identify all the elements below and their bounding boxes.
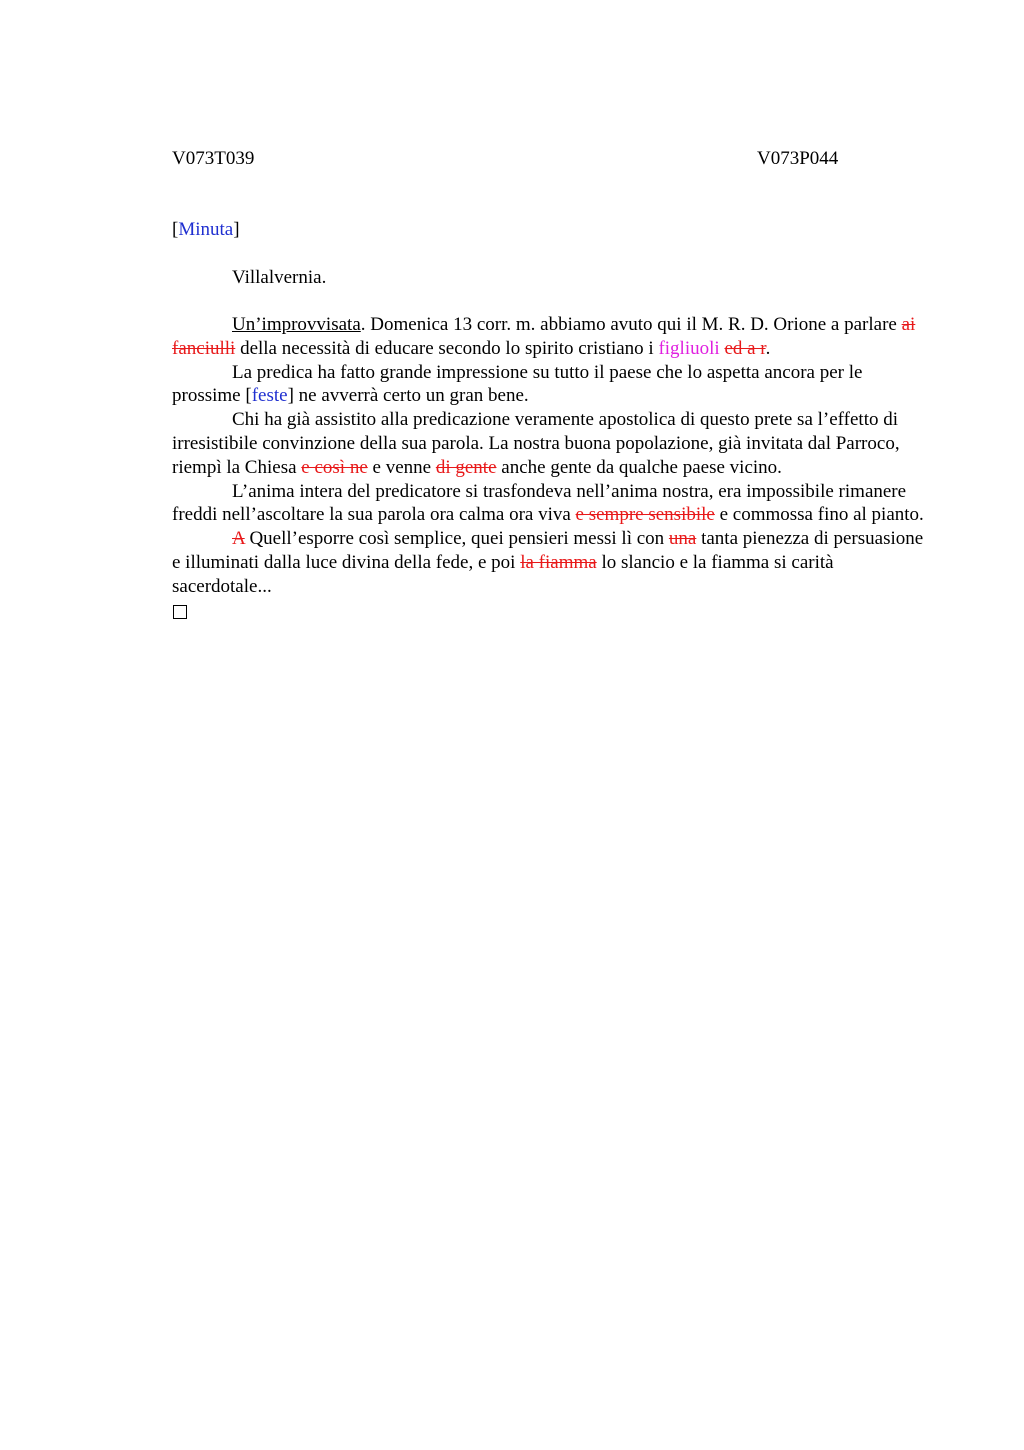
article-title: Un’improvvisata [232,314,361,335]
text-run: lo slancio e la fiamma si carità sacerdotale... [172,551,834,597]
paragraph-5 [172,527,928,598]
deleted-text: una [668,528,697,550]
text-run: L’anima intera del predicatore si trasfondeva nell’anima nostra, era impossibile rimanere freddi nell’ascoltare la sua parola ora calma ora viva [172,480,907,526]
label-open-bracket: [ [172,219,179,240]
text-run: e commossa fino al pianto. [714,504,924,526]
text-run: anche gente da qualche paese vicino. [496,456,782,478]
deleted-text: A [232,528,245,550]
inserted-text: figliuoli [658,337,720,359]
text-run: Chi ha già assistito alla predicazione veramente apostolica di questo prete sa l’effetto di irresistibile convinzione della sua parola. La nostra buona popolazione, già invitata dal Parroco, riempì la Chiesa [172,409,900,478]
deleted-text: e così ne [301,456,368,478]
document-code-right: V073P044 [757,148,839,169]
deleted-text: e sempre sensibile [575,504,715,526]
deleted-text: la fiamma [520,551,597,573]
text-run: . [765,337,771,359]
white-square-icon [173,605,187,619]
place-heading: Villalvernia. [232,267,327,288]
text-run: della necessità di educare secondo lo spirito cristiano i [235,337,659,359]
document-body [172,313,928,619]
paragraph-3 [172,408,928,479]
label-close-bracket: ] [233,219,240,240]
label-minuta: Minuta [178,219,234,240]
deleted-text: ai fanciulli [172,314,916,359]
text-run: . Domenica 13 corr. m. abbiamo avuto qui il M. R. D. Orione a parlare [360,314,902,335]
document-code-left: V073T039 [172,148,255,169]
text-run: tanta pienezza di persuasione e illuminati dalla luce divina della fede, e poi [172,528,924,573]
text-run: ] ne avverrà certo un gran bene. [287,385,529,407]
paragraph-1 [172,313,928,361]
text-run: La predica ha fatto grande impressione su tutto il paese che lo aspetta ancora per le prossime [ [172,361,863,407]
editorial-text: feste [251,385,288,407]
deleted-text: ed a r [724,337,766,359]
paragraph-2 [172,361,928,409]
document-label [172,218,240,242]
deleted-text: di gente [435,456,497,478]
paragraph-4 [172,480,928,528]
text-run: e venne [367,456,436,478]
text-run: Quell’esporre così semplice, quei pensieri messi lì con [244,528,669,550]
